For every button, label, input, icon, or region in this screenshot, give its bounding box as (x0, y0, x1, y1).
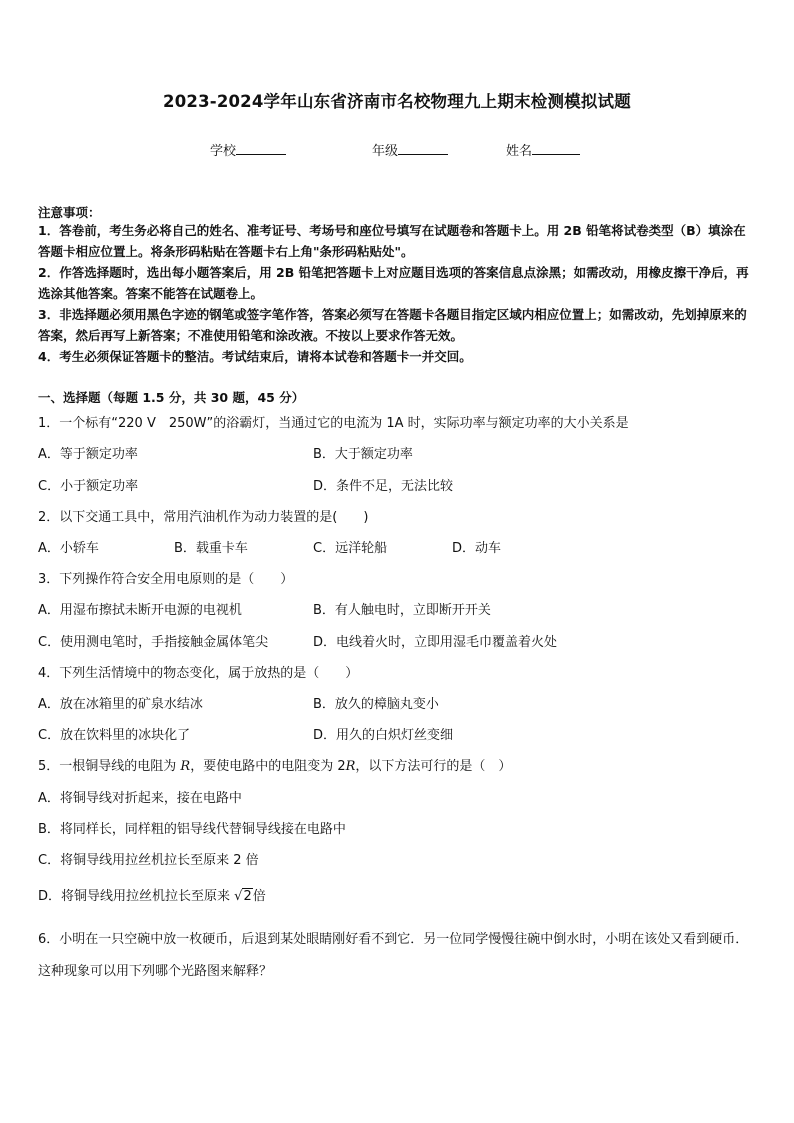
question-3-option-c: C．使用测电笔时，手指接触金属体笔尖 (38, 635, 269, 650)
question-5-option-a: A．将铜导线对折起来，接在电路中 (38, 791, 242, 806)
question-5-option-d-pre: D．将铜导线用拉丝机拉长至原来 (38, 889, 235, 904)
question-3-stem: 3．下列操作符合安全用电原则的是（ ） (38, 572, 294, 587)
question-5-stem-post: ，以下方法可行的是（ ） (355, 759, 512, 774)
question-4-option-a: A．放在冰箱里的矿泉水结冰 (38, 697, 203, 712)
question-5-stem-mid: ，要使电路中的电阻变为 2 (190, 759, 346, 774)
question-5-option-c: C．将铜导线用拉丝机拉长至原来 2 倍 (38, 853, 259, 868)
question-5-option-d-post: 倍 (252, 889, 266, 904)
notes-heading: 注意事项： (38, 205, 101, 220)
question-4-option-c: C．放在饮料里的冰块化了 (38, 728, 191, 743)
question-1-stem: 1．一个标有“220 V 250W”的浴霸灯，当通过它的电流为 1A 时，实际功率与额定功率的大小关系是 (38, 416, 629, 431)
grade-blank (398, 142, 448, 155)
school-label: 学校 (210, 144, 237, 159)
question-4-option-b: B．放久的樟脑丸变小 (313, 697, 439, 712)
question-1-option-d: D．条件不足，无法比较 (313, 479, 454, 494)
note-item-3: 3．非选择题必须用黑色字迹的钢笔或签字笔作答，答案必须写在答题卡各题目指定区域内相应位置上；如需改动，先划掉原来的答案，然后再写上新答案；不准使用铅笔和涂改液。不按以上要求作答无效。 (38, 307, 747, 343)
school-field (210, 140, 286, 159)
question-4-stem: 4．下列生活情境中的物态变化，属于放热的是（ ） (38, 666, 359, 681)
name-label: 姓名 (506, 144, 533, 159)
question-5-var-2r: R (345, 759, 356, 774)
sqrt-radicand: 2 (243, 889, 252, 904)
note-item-2: 2．作答选择题时，选出每小题答案后，用 2B 铅笔把答题卡上对应题目选项的答案信息点涂黑；如需改动，用橡皮擦干净后，再选涂其他答案。答案不能答在试题卷上。 (38, 265, 749, 301)
grade-label: 年级 (372, 144, 399, 159)
note-item-4: 4．考生必须保证答题卡的整洁。考试结束后，请将本试卷和答题卡一并交回。 (38, 349, 472, 364)
exam-title: 2023-2024学年山东省济南市名校物理九上期末检测模拟试题 (163, 92, 631, 111)
name-blank (532, 142, 580, 155)
section-heading: 一、选择题（每题 1.5 分，共 30 题，45 分） (38, 390, 305, 405)
question-3-option-d: D．电线着火时，立即用湿毛巾覆盖着火处 (313, 635, 558, 650)
note-item-1: 1．答卷前，考生务必将自己的姓名、准考证号、考场号和座位号填写在试题卷和答题卡上。用 2B 铅笔将试卷类型（B）填涂在答题卡相应位置上。将条形码粘贴在答题卡右上角"条形码粘贴处"。 (38, 223, 746, 259)
question-2-option-d: D．动车 (452, 541, 502, 556)
question-5-option-b: B．将同样长，同样粗的铝导线代替铜导线接在电路中 (38, 822, 346, 837)
question-5-stem (38, 758, 511, 776)
question-2-option-c: C．远洋轮船 (313, 541, 388, 556)
question-5-var-r: R (180, 759, 191, 774)
question-6-stem: 6．小明在一只空碗中放一枚硬币，后退到某处眼睛刚好看不到它．另一位同学慢慢往碗中倒水时，小明在该处又看到硬币．这种现象可以用下列哪个光路图来解释？ (38, 932, 749, 979)
question-5-stem-pre: 5．一根铜导线的电阻为 (38, 759, 181, 774)
question-1-option-a: A．等于额定功率 (38, 447, 138, 462)
question-2-stem: 2．以下交通工具中，常用汽油机作为动力装置的是( ) (38, 510, 369, 525)
question-1-option-c: C．小于额定功率 (38, 479, 139, 494)
question-2-option-b: B．载重卡车 (174, 541, 248, 556)
question-1-option-b: B．大于额定功率 (313, 447, 413, 462)
grade-field (372, 140, 448, 159)
sqrt-symbol: √2 (234, 889, 252, 904)
question-2-option-a: A．小轿车 (38, 541, 99, 556)
question-5-option-d (38, 888, 266, 906)
school-blank (236, 142, 286, 155)
question-3-option-b: B．有人触电时，立即断开开关 (313, 603, 491, 618)
question-3-option-a: A．用湿布擦拭未断开电源的电视机 (38, 603, 242, 618)
name-field (506, 140, 580, 159)
question-4-option-d: D．用久的白炽灯丝变细 (313, 728, 454, 743)
